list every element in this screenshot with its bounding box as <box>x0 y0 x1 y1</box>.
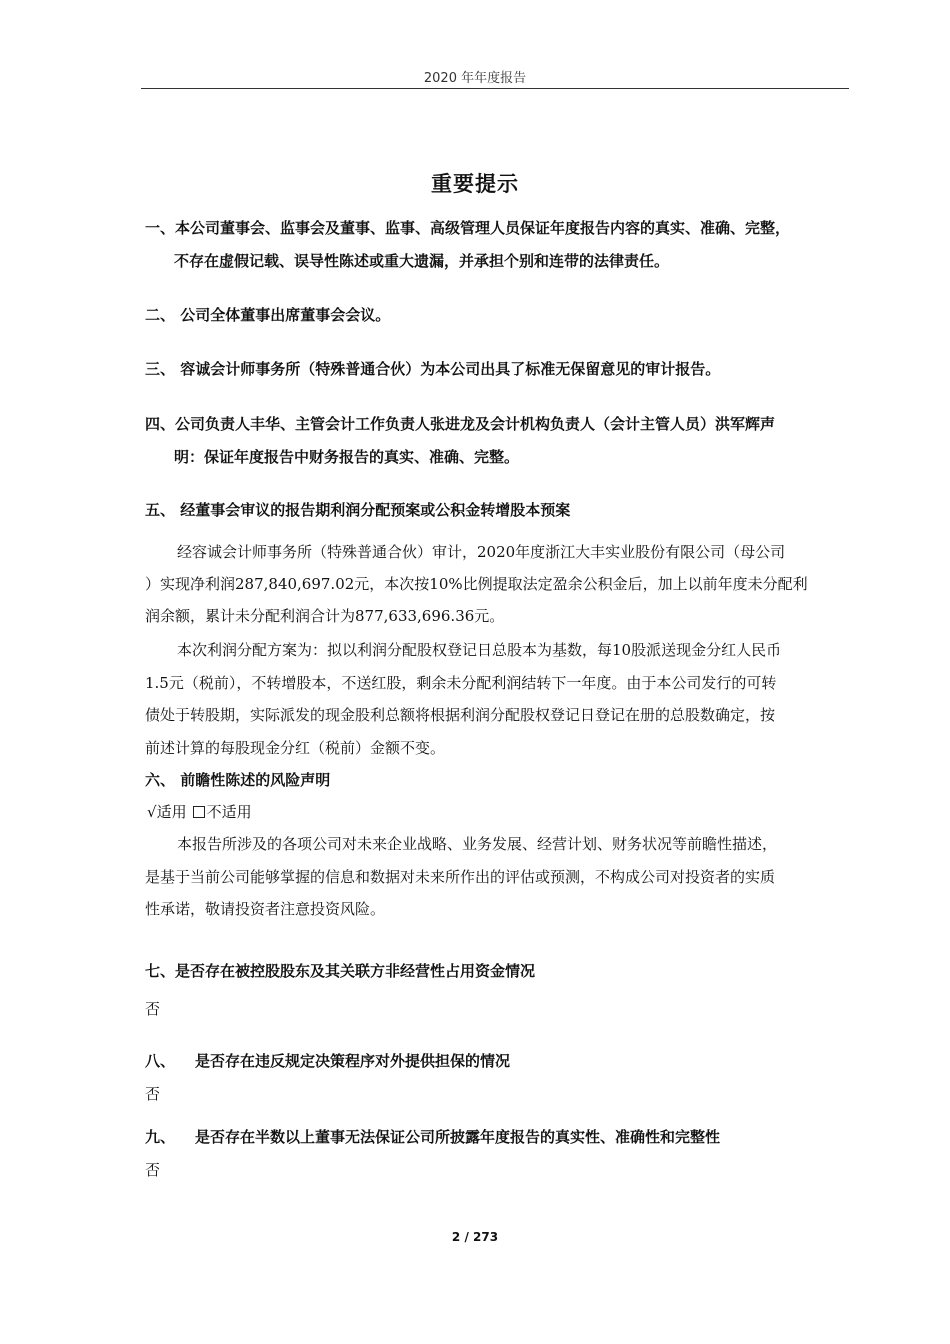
running-header: 2020 年年度报告 <box>423 71 527 86</box>
item-1-line-2: 不存在虚假记载、误导性陈述或重大遗漏，并承担个别和连带的法律责任。 <box>174 252 670 270</box>
item-5-heading: 五、 经董事会审议的报告期利润分配预案或公积金转增股本预案 <box>145 501 571 519</box>
item-7-answer: 否 <box>145 1000 161 1018</box>
item-8-heading: 是否存在违反规定决策程序对外提供担保的情况 <box>195 1052 511 1070</box>
header-divider <box>141 88 849 89</box>
item-9-heading: 是否存在半数以上董事无法保证公司所披露年度报告的真实性、准确性和完整性 <box>195 1128 721 1146</box>
page-number: 2 / 273 <box>451 1230 499 1244</box>
page-title: 重要提示 <box>431 172 519 196</box>
item-3-line-1: 三、 容诚会计师事务所（特殊普通合伙）为本公司出具了标准无保留意见的审计报告。 <box>145 360 721 378</box>
empty-checkbox-icon <box>193 806 205 818</box>
item-5-para-2-line-1: 本次利润分配方案为：拟以利润分配股权登记日总股本为基数，每10股派送现金分红人民币 <box>177 641 782 659</box>
item-6-para-line-3: 性承诺，敬请投资者注意投资风险。 <box>145 900 386 918</box>
item-1-line-1: 一、本公司董事会、监事会及董事、监事、高级管理人员保证年度报告内容的真实、准确、完整， <box>145 219 791 237</box>
item-4-line-1: 四、公司负责人丰华、主管会计工作负责人张进龙及会计机构负责人（会计主管人员）洪军辉声 <box>145 415 776 433</box>
item-8-answer: 否 <box>145 1085 161 1103</box>
item-6-heading: 六、 前瞻性陈述的风险声明 <box>145 771 331 789</box>
item-9-number: 九、 <box>145 1128 176 1146</box>
item-7-heading: 七、是否存在被控股股东及其关联方非经营性占用资金情况 <box>145 962 536 980</box>
item-4-line-2: 明：保证年度报告中财务报告的真实、准确、完整。 <box>174 448 520 466</box>
item-5-para-1-line-3: 润余额，累计未分配利润合计为877,633,696.36元。 <box>145 607 505 625</box>
item-6-para-line-2: 是基于当前公司能够掌握的信息和数据对未来所作出的评估或预测，不构成公司对投资者的实质 <box>145 868 776 886</box>
applicability-options <box>147 801 252 823</box>
item-5-para-1-line-2: ）实现净利润287,840,697.02元，本次按10%比例提取法定盈余公积金后，加上以前年度未分配利 <box>145 575 808 593</box>
item-5-para-2-line-3: 债处于转股期，实际派发的现金股利总额将根据利润分配股权登记日登记在册的总股数确定，按 <box>145 706 776 724</box>
item-9-answer: 否 <box>145 1161 161 1179</box>
item-5-para-2-line-4: 前述计算的每股现金分红（税前）金额不变。 <box>145 739 446 757</box>
item-2-line-1: 二、 公司全体董事出席董事会会议。 <box>145 306 391 324</box>
option-applicable-label: 适用 <box>156 803 187 821</box>
item-5-para-1-line-1: 经容诚会计师事务所（特殊普通合伙）审计，2020年度浙江大丰实业股份有限公司（母公司 <box>177 543 786 561</box>
check-mark-icon: √ <box>147 803 157 821</box>
item-5-para-2-line-2: 1.5元（税前），不转增股本，不送红股，剩余未分配利润结转下一年度。由于本公司发行的可转 <box>145 674 777 692</box>
item-6-para-line-1: 本报告所涉及的各项公司对未来企业战略、业务发展、经营计划、财务状况等前瞻性描述， <box>177 835 778 853</box>
item-8-number: 八、 <box>145 1052 176 1070</box>
option-not-applicable-label: 不适用 <box>206 803 252 821</box>
